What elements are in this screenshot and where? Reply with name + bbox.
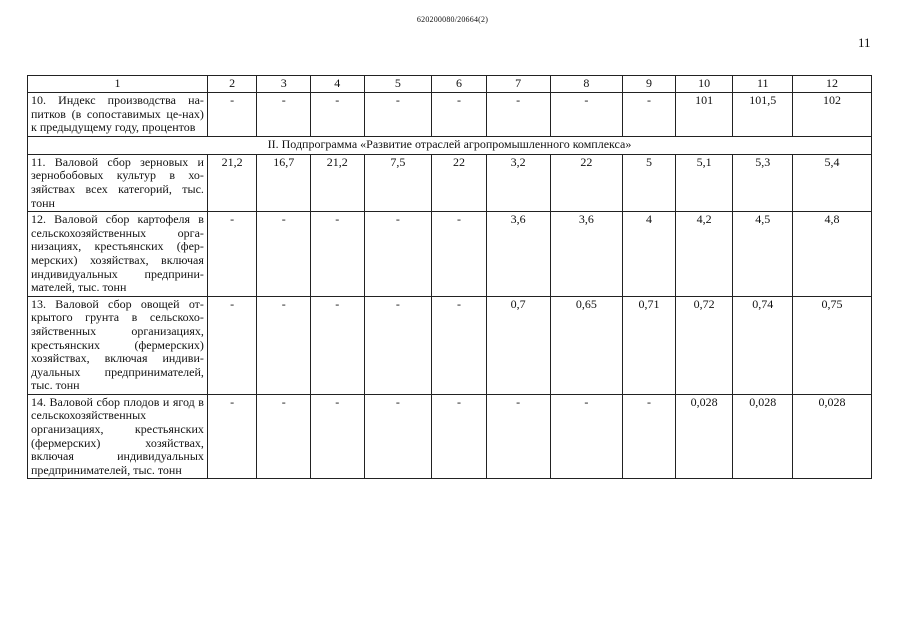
indicator-value: - xyxy=(623,93,676,137)
section-row xyxy=(28,136,872,154)
column-header: 9 xyxy=(623,76,676,93)
column-header: 8 xyxy=(550,76,623,93)
indicator-name: 14. Валовой сбор плодов и ягод в сельскохозяйственных организациях, крестьянских (фермерских) хозяйствах, включая индивидуальных предпринимателей, тыс. тонн xyxy=(28,394,208,479)
column-header: 12 xyxy=(793,76,872,93)
indicator-name: 13. Валовой сбор овощей от-крытого грунта в сельскохо-зяйственных организациях, крестьянских (фермерских) хозяйствах, включая индиви-дуальных предпринимателей, тыс. тонн xyxy=(28,296,208,394)
indicator-value: - xyxy=(550,394,623,479)
indicator-value: - xyxy=(207,93,257,137)
indicator-value: 22 xyxy=(550,154,623,211)
indicator-value: - xyxy=(257,394,311,479)
column-header: 3 xyxy=(257,76,311,93)
indicator-value: 5,4 xyxy=(793,154,872,211)
column-header: 5 xyxy=(364,76,432,93)
indicator-value: 0,028 xyxy=(793,394,872,479)
indicator-value: - xyxy=(364,93,432,137)
indicator-value: - xyxy=(207,296,257,394)
table-row xyxy=(28,212,872,297)
indicator-value: - xyxy=(364,212,432,297)
indicator-value: 0,7 xyxy=(486,296,550,394)
indicator-value: - xyxy=(432,93,487,137)
indicator-value: - xyxy=(257,93,311,137)
table-row xyxy=(28,296,872,394)
indicator-value: 5,1 xyxy=(675,154,733,211)
indicator-value: - xyxy=(364,296,432,394)
page-number: 11 xyxy=(858,35,871,50)
column-numbers-row xyxy=(28,76,872,93)
indicator-value: - xyxy=(486,93,550,137)
indicator-value: 0,74 xyxy=(733,296,793,394)
indicator-value: - xyxy=(207,394,257,479)
indicator-value: - xyxy=(364,394,432,479)
indicator-value: 4,2 xyxy=(675,212,733,297)
indicator-value: 4 xyxy=(623,212,676,297)
indicator-value: 0,028 xyxy=(733,394,793,479)
indicator-value: 0,65 xyxy=(550,296,623,394)
indicator-value: - xyxy=(257,296,311,394)
column-header: 4 xyxy=(310,76,364,93)
indicator-value: 0,72 xyxy=(675,296,733,394)
document-code: 620200080/20664(2) xyxy=(416,15,489,24)
column-header: 2 xyxy=(207,76,257,93)
table-row xyxy=(28,154,872,211)
column-header: 6 xyxy=(432,76,487,93)
indicator-value: - xyxy=(550,93,623,137)
indicator-name: 10. Индекс производства на-питков (в сопоставимых це-нах) к предыдущему году, процентов xyxy=(28,93,208,137)
indicator-value: 101,5 xyxy=(733,93,793,137)
indicator-value: 4,8 xyxy=(793,212,872,297)
indicator-value: 0,028 xyxy=(675,394,733,479)
indicator-value: 3,6 xyxy=(486,212,550,297)
table-row xyxy=(28,394,872,479)
column-header: 11 xyxy=(733,76,793,93)
column-header: 1 xyxy=(28,76,208,93)
indicator-value: 21,2 xyxy=(310,154,364,211)
indicator-value: 16,7 xyxy=(257,154,311,211)
indicator-value: - xyxy=(257,212,311,297)
indicator-value: 3,6 xyxy=(550,212,623,297)
indicator-value: 101 xyxy=(675,93,733,137)
indicator-value: 22 xyxy=(432,154,487,211)
indicator-value: 4,5 xyxy=(733,212,793,297)
indicator-value: - xyxy=(310,394,364,479)
indicator-value: - xyxy=(310,212,364,297)
indicator-value: - xyxy=(432,212,487,297)
column-header: 7 xyxy=(486,76,550,93)
table-row xyxy=(28,93,872,137)
indicator-name: 12. Валовой сбор картофеля в сельскохозяйственных орга-низациях, крестьянских (фер-мерских) хозяйствах, включая индивидуальных предприни-мателей, тыс. тонн xyxy=(28,212,208,297)
indicator-value: 21,2 xyxy=(207,154,257,211)
indicator-value: 5 xyxy=(623,154,676,211)
indicator-value: 5,3 xyxy=(733,154,793,211)
section-title: II. Подпрограмма «Развитие отраслей агропромышленного комплекса» xyxy=(28,136,872,154)
column-header: 10 xyxy=(675,76,733,93)
indicator-value: - xyxy=(310,296,364,394)
indicators-table xyxy=(27,75,872,479)
indicator-value: - xyxy=(486,394,550,479)
indicator-value: 7,5 xyxy=(364,154,432,211)
indicator-value: - xyxy=(623,394,676,479)
indicator-value: - xyxy=(310,93,364,137)
indicator-value: - xyxy=(432,394,487,479)
indicator-value: 102 xyxy=(793,93,872,137)
indicator-value: 0,75 xyxy=(793,296,872,394)
indicator-value: 3,2 xyxy=(486,154,550,211)
indicator-value: 0,71 xyxy=(623,296,676,394)
indicator-name: 11. Валовой сбор зерновых и зернобобовых культур в хо-зяйствах всех категорий, тыс. тонн xyxy=(28,154,208,211)
indicator-value: - xyxy=(432,296,487,394)
indicator-value: - xyxy=(207,212,257,297)
